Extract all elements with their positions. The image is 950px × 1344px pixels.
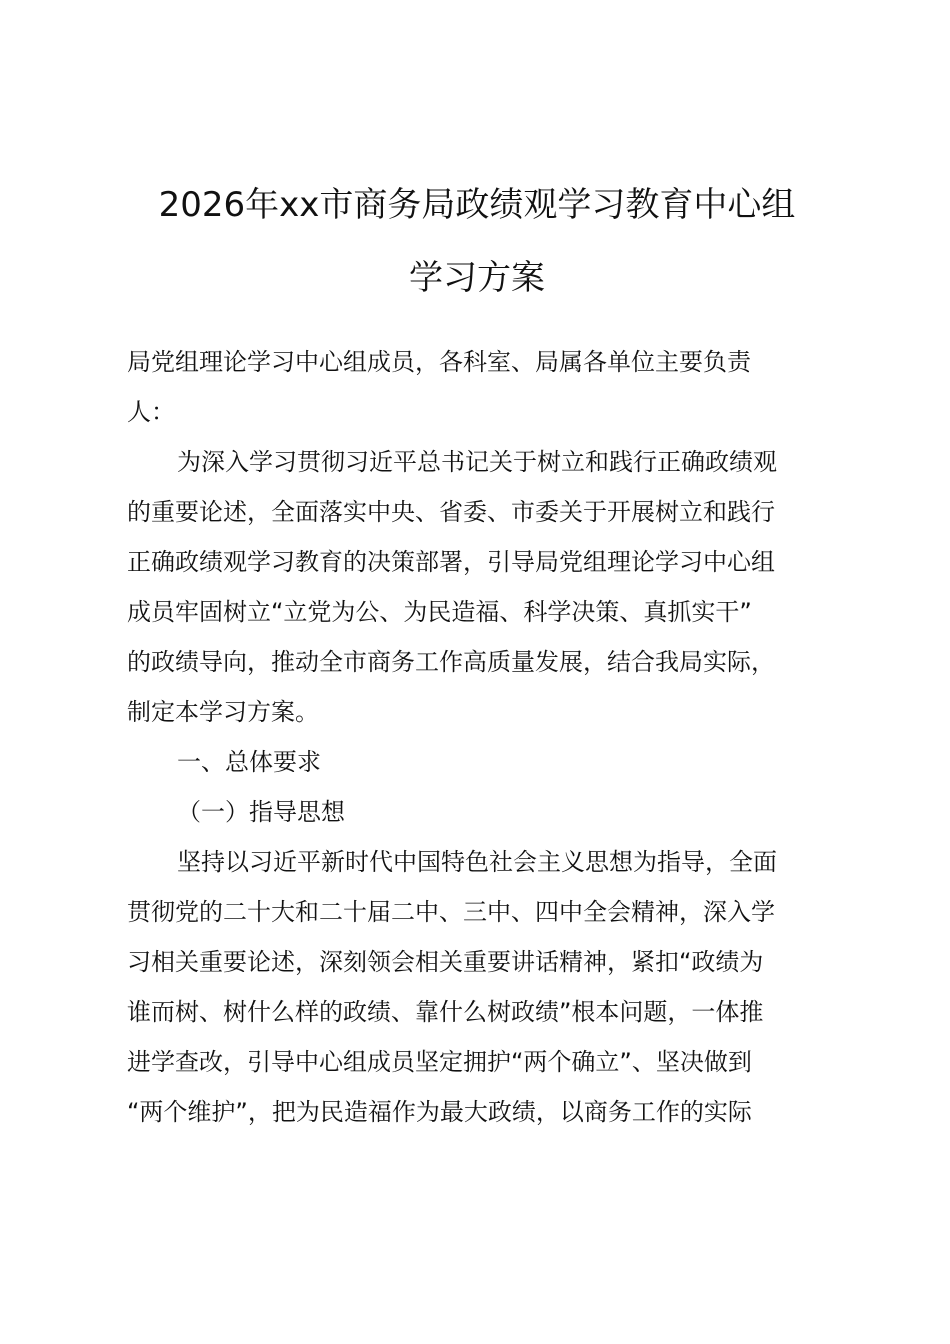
paragraph-line: 贯彻党的二十大和二十届二中、三中、四中全会精神，深入学	[127, 898, 775, 926]
document-title-line-1: 2026年xx市商务局政绩观学习教育中心组	[158, 185, 796, 225]
document-title-line-2: 学习方案	[409, 258, 545, 298]
paragraph-line: 的政绩导向，推动全市商务工作高质量发展，结合我局实际，	[127, 648, 775, 676]
paragraph-line: “两个维护”，把为民造福作为最大政绩，以商务工作的实际	[127, 1098, 752, 1126]
document-body	[127, 337, 837, 1137]
paragraph-line: 制定本学习方案。	[127, 698, 319, 726]
section-heading: 一、总体要求	[177, 748, 321, 776]
paragraph-line: 习相关重要论述，深刻领会相关重要讲话精神，紧扣“政绩为	[127, 948, 764, 976]
paragraph-line: 为深入学习贯彻习近平总书记关于树立和践行正确政绩观	[177, 448, 777, 476]
salutation-line: 局党组理论学习中心组成员，各科室、局属各单位主要负责	[127, 348, 751, 376]
paragraph-line: 谁而树、树什么样的政绩、靠什么树政绩”根本问题，一体推	[127, 998, 764, 1026]
paragraph-line: 进学查改，引导中心组成员坚定拥护“两个确立”、坚决做到	[127, 1048, 752, 1076]
paragraph-line: 坚持以习近平新时代中国特色社会主义思想为指导，全面	[177, 848, 777, 876]
paragraph-line: 的重要论述，全面落实中央、省委、市委关于开展树立和践行	[127, 498, 775, 526]
paragraph-line: 正确政绩观学习教育的决策部署，引导局党组理论学习中心组	[127, 548, 775, 576]
salutation-line: 人：	[127, 398, 175, 426]
paragraph-line: 成员牢固树立“立党为公、为民造福、科学决策、真抓实干”	[127, 598, 752, 626]
subsection-heading: （一）指导思想	[177, 798, 345, 826]
